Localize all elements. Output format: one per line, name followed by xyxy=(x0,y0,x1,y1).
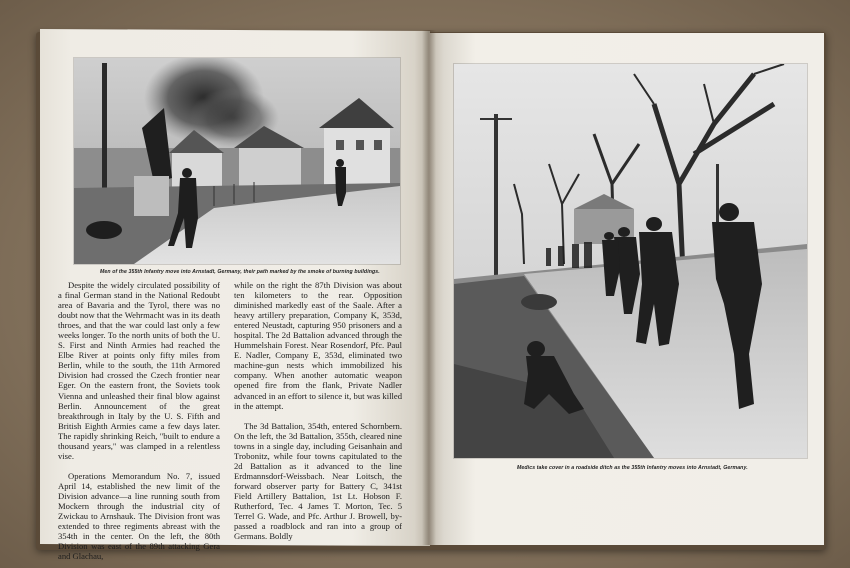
text-column-2 xyxy=(234,280,402,541)
paragraph: Despite the widely circulated possibility of a final German stand in the National Redoubt area of Bavaria and the Tyrol, there was no doubt now that the Wehrmacht was in its death throes, and that the war could last only a few weeks longer. To the north units of both the U. S. First and Ninth Armies had reached the Elbe River at points only fifty miles from Berlin, while to the south, the 11th Armored Division had crossed the Czech frontier near Eger. On the eastern front, the Soviets took Vienna and unleashed their final blow against Berlin. Announcement of the great breakthrough in Italy by the U. S. Fifth and British Eighth Armies came a few days later. The rapidly shrinking Reich, "built to endure a thousand years," was clamped in a relentless vise. xyxy=(58,280,220,461)
photo-medics-roadside-ditch xyxy=(454,64,807,458)
paragraph: The 3d Battalion, 354th, entered Schornbern. On the left, the 3d Battalion, 355th, cleared nine towns in a single day, including Geisanhain and Trobonitz, while four towns capitulated to the 2d Battalion as it advanced to the line Erdmannsdorf-Weissbach. Near Loitsch, the forward observer party for Battery C, 341st Field Artillery Battalion, 1st Lt. Hobson F. Rutherford, Tec. 4 James T. Morton, Tec. 5 Terrel G. Wade, and Pfc. Arthur J. Browell, by-passed a roadblock and ran into a group of Germans. Boldly xyxy=(234,420,402,542)
book-gutter xyxy=(422,30,436,545)
text-column-1 xyxy=(58,280,220,561)
paragraph: while on the right the 87th Division was about ten kilometers to the rear. Opposition diminished markedly east of the Saale. After a heavy artillery preparation, Company K, 353d, entered Neustadt, capturing 950 prisoners and a hospital. The 2d Battalion advanced through the Hummelshain Forest. Near Rosendorf, Pfc. Paul E. Nadler, Company E, 353d, eliminated two machine-gun nests which immobilized his company. When another automatic weapon opened fire from the flank, Private Nadler advanced in an effort to silence it, but was killed in the attempt. xyxy=(234,280,402,411)
left-photo-caption: Men of the 355th Infantry move into Arnstadt, Germany, their path marked by the smoke of burning buildings. xyxy=(100,269,380,275)
right-photo-caption: Medics take cover in a roadside ditch as the 355th Infantry moves into Arnstadt, Germany. xyxy=(517,465,748,471)
photo-soldiers-village-road xyxy=(74,58,400,264)
paragraph: Operations Memorandum No. 7, issued April 14, established the new limit of the Division advance—a line running south from Mockern through the industrial city of Zwickau to Arnshauk. The Division front was extended to three regiments abreast with the 354th in the center. On the left, the 80th Division was east of the 89th attacking Gera and Glachau, xyxy=(58,470,220,562)
